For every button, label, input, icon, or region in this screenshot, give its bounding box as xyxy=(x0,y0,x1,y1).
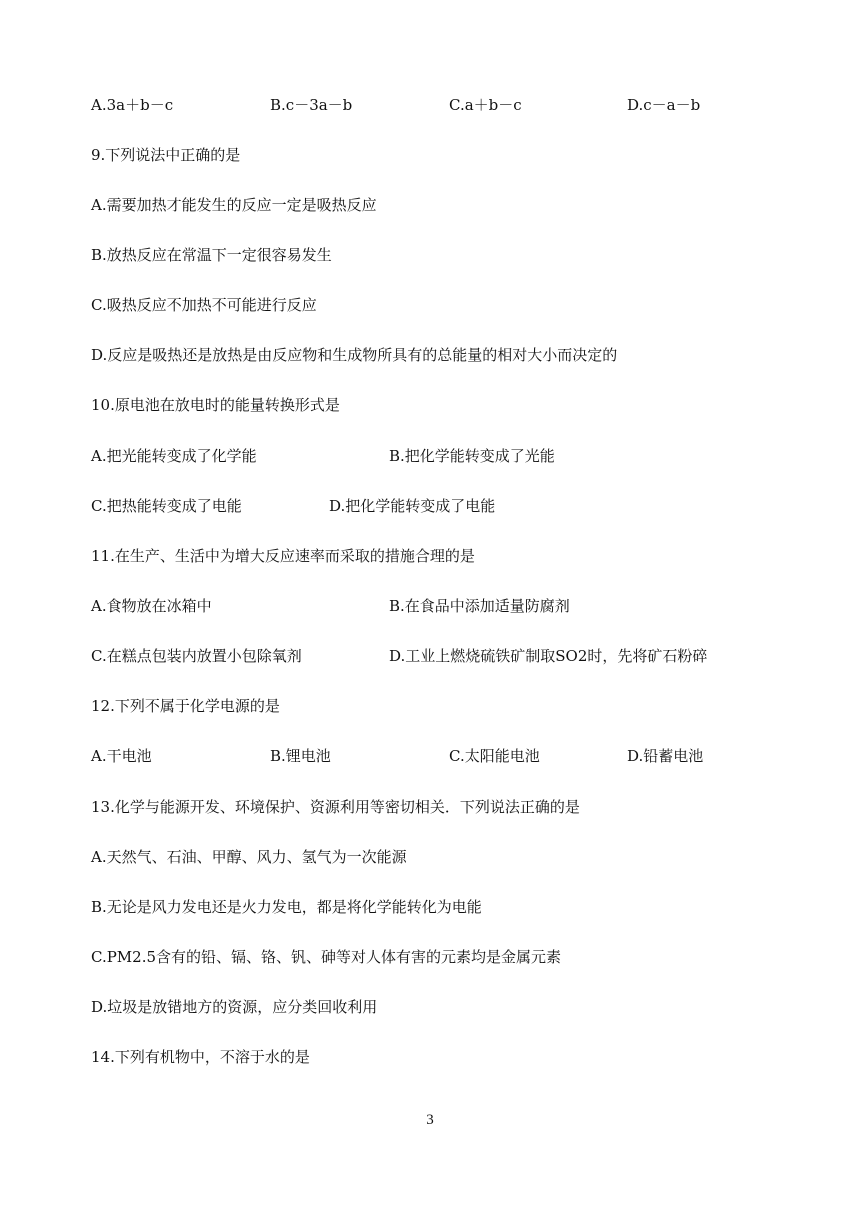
q10-option-a: A.把光能转变成了化学能 xyxy=(91,447,257,465)
q13-option-b: B.无论是风力发电还是火力发电，都是将化学能转化为电能 xyxy=(91,898,482,916)
q9-option-a: A.需要加热才能发生的反应一定是吸热反应 xyxy=(91,196,377,214)
q10-option-c: C.把热能转变成了电能 xyxy=(91,497,242,515)
q11-stem: 11.在生产、生活中为增大反应速率而采取的措施合理的是 xyxy=(91,547,475,565)
q12-option-a: A.干电池 xyxy=(91,747,152,765)
q9-stem: 9.下列说法中正确的是 xyxy=(91,146,241,164)
q11-option-c: C.在糕点包装内放置小包除氧剂 xyxy=(91,647,302,665)
q10-stem: 10.原电池在放电时的能量转换形式是 xyxy=(91,396,340,414)
q11-option-a: A.食物放在冰箱中 xyxy=(91,597,212,615)
q13-stem: 13.化学与能源开发、环境保护、资源利用等密切相关．下列说法正确的是 xyxy=(91,798,580,816)
q8-option-d: D.c－a－b xyxy=(627,96,701,114)
q8-option-a: A.3a＋b－c xyxy=(91,96,174,114)
q12-stem: 12.下列不属于化学电源的是 xyxy=(91,697,280,715)
q10-option-d: D.把化学能转变成了电能 xyxy=(329,497,496,515)
q11-option-d: D.工业上燃烧硫铁矿制取SO2时，先将矿石粉碎 xyxy=(389,647,708,665)
q12-option-b: B.锂电池 xyxy=(270,747,331,765)
q12-option-c: C.太阳能电池 xyxy=(449,747,540,765)
q8-option-b: B.c－3a－b xyxy=(270,96,353,114)
q9-option-c: C.吸热反应不加热不可能进行反应 xyxy=(91,296,317,314)
page-number: 3 xyxy=(426,1112,434,1128)
q14-stem: 14.下列有机物中，不溶于水的是 xyxy=(91,1048,310,1066)
q9-option-b: B.放热反应在常温下一定很容易发生 xyxy=(91,246,332,264)
q12-option-d: D.铅蓄电池 xyxy=(627,747,704,765)
q13-option-d: D.垃圾是放错地方的资源，应分类回收利用 xyxy=(91,998,378,1016)
q13-option-c: C.PM2.5含有的铅、镉、铬、钒、砷等对人体有害的元素均是金属元素 xyxy=(91,948,562,966)
q10-option-b: B.把化学能转变成了光能 xyxy=(389,447,555,465)
q11-option-b: B.在食品中添加适量防腐剂 xyxy=(389,597,570,615)
q13-option-a: A.天然气、石油、甲醇、风力、氢气为一次能源 xyxy=(91,848,407,866)
q9-option-d: D.反应是吸热还是放热是由反应物和生成物所具有的总能量的相对大小而决定的 xyxy=(91,346,618,364)
q8-option-c: C.a＋b－c xyxy=(449,96,522,114)
